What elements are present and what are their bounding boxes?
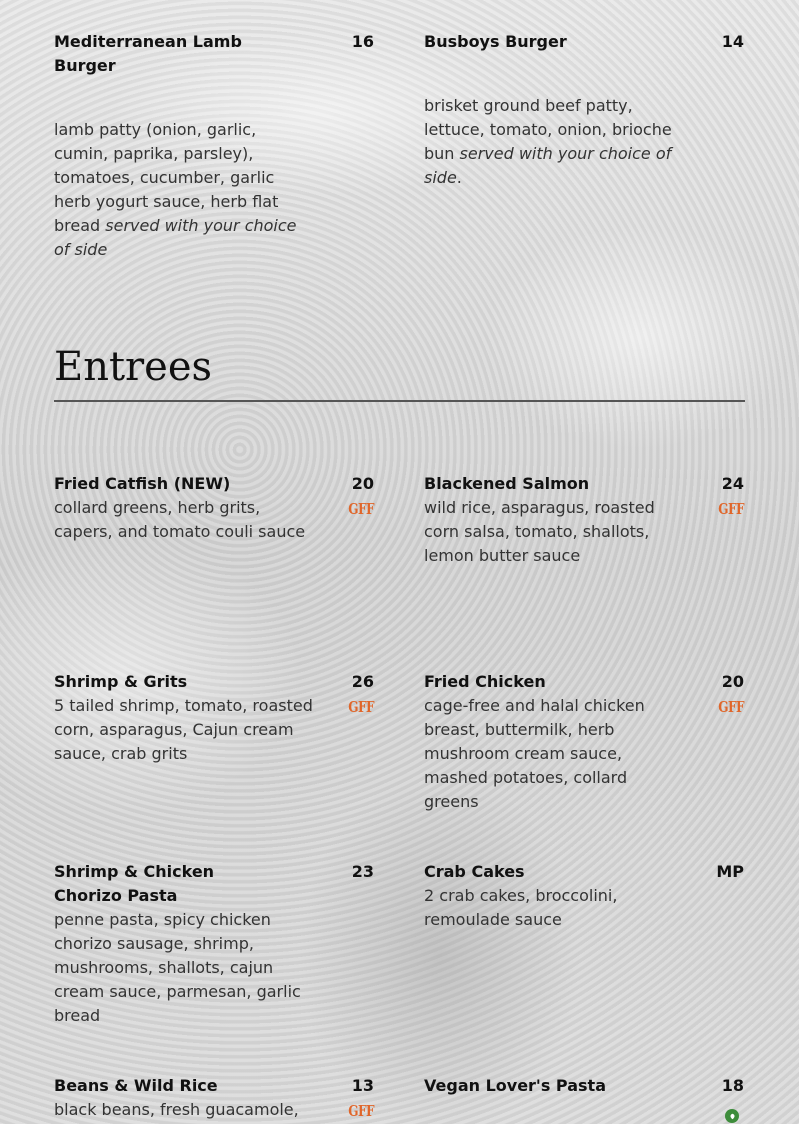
menu-item [424, 670, 744, 814]
menu-item [54, 670, 374, 766]
item-description: brisket ground beef patty, lettuce, tomato, onion, brioche bun served with your choice of side. [424, 96, 672, 187]
item-name: Blackened Salmon [424, 474, 590, 493]
item-price: 16 [351, 32, 374, 51]
item-name: Fried Catfish (NEW) [54, 474, 231, 493]
menu-item [54, 1074, 374, 1122]
gff-badge: GFF [348, 698, 374, 716]
menu-item [424, 860, 744, 932]
menu-item [424, 472, 744, 568]
item-price: 23 [351, 862, 374, 881]
item-description: 2 crab cakes, broccolini, remoulade sauce [424, 886, 618, 929]
item-description: lamb patty (onion, garlic, cumin, paprika, parsley), tomatoes, cucumber, garlic herb yogurt sauce, herb flat bread served with your choice of side [54, 120, 297, 259]
gff-badge: GFF [348, 500, 374, 518]
item-price: 14 [721, 32, 744, 51]
item-description: collard greens, herb grits, capers, and tomato couli sauce [54, 498, 306, 541]
item-price: 24 [721, 474, 744, 493]
item-price: 18 [721, 1076, 744, 1095]
item-description: wild rice, asparagus, roasted corn salsa, tomato, shallots, lemon butter sauce [424, 498, 655, 565]
gff-badge: GFF [348, 1102, 374, 1120]
item-name: Fried Chicken [424, 672, 546, 691]
item-description: cage-free and halal chicken breast, buttermilk, herb mushroom cream sauce, mashed potatoes, collard greens [424, 696, 645, 811]
section-title: Entrees [54, 344, 213, 390]
item-name: Busboys Burger [424, 32, 567, 51]
item-description: 5 tailed shrimp, tomato, roasted corn, asparagus, Cajun cream sauce, crab grits [54, 696, 313, 763]
item-description: penne pasta, spicy chicken chorizo sausage, shrimp, mushrooms, shallots, cajun cream sauce, parmesan, garlic bread [54, 910, 301, 1025]
menu-item [54, 472, 374, 544]
menu-item [424, 30, 744, 190]
menu-item [54, 30, 374, 262]
menu-item [54, 860, 374, 1028]
item-price: 13 [351, 1076, 374, 1095]
gff-badge: GFF [718, 698, 744, 716]
item-name: Shrimp & Grits [54, 672, 188, 691]
section-divider [54, 400, 745, 402]
item-name: Shrimp & Chicken Chorizo Pasta [54, 862, 215, 905]
item-name: Mediterranean Lamb Burger [54, 32, 242, 75]
item-name: Vegan Lover's Pasta [424, 1076, 606, 1095]
item-name: Crab Cakes [424, 862, 525, 881]
item-description: black beans, fresh guacamole, [54, 1100, 299, 1119]
side-note: served with your choice of side [424, 144, 672, 187]
item-name: Beans & Wild Rice [54, 1076, 218, 1095]
menu-item [424, 1074, 744, 1098]
side-note: served with your choice of side [54, 216, 297, 259]
gff-badge: GFF [718, 500, 744, 518]
item-price: 26 [351, 672, 374, 691]
item-price: 20 [721, 672, 744, 691]
item-price: 20 [351, 474, 374, 493]
item-price: MP [716, 862, 744, 881]
vegan-leaf-icon [725, 1109, 739, 1123]
